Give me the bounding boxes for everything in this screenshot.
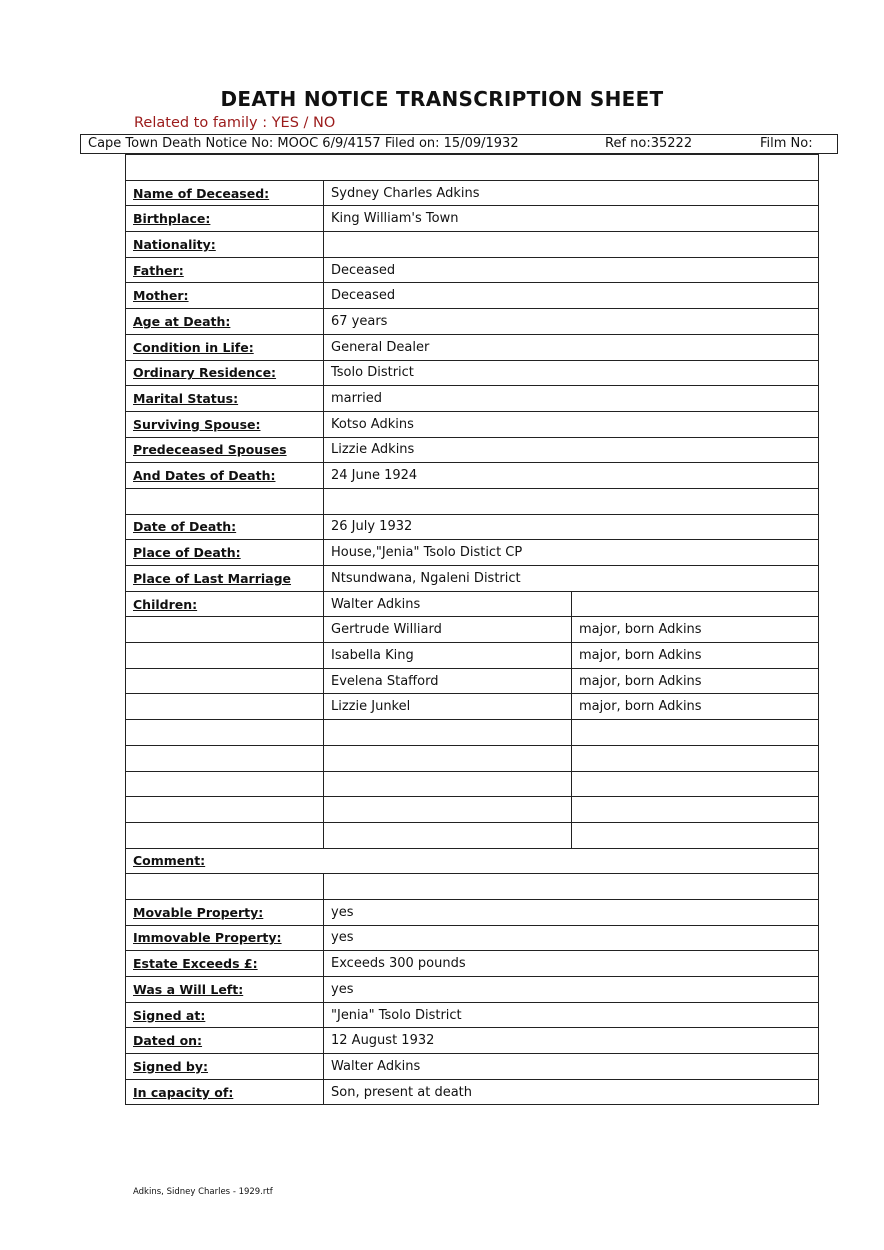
table-row xyxy=(126,951,819,977)
table-row xyxy=(126,463,819,489)
table-row xyxy=(126,488,819,514)
field-label: Surviving Spouse: xyxy=(126,411,324,437)
table-row xyxy=(126,925,819,951)
field-label: Condition in Life: xyxy=(126,334,324,360)
field-label: Predeceased Spouses xyxy=(126,437,324,463)
estate-value: Exceeds 300 pounds xyxy=(324,951,819,977)
table-row xyxy=(126,334,819,360)
table-row xyxy=(126,386,819,412)
will-value: yes xyxy=(324,977,819,1003)
child-note: major, born Adkins xyxy=(572,668,819,694)
place-of-marriage-value: Ntsundwana, Ngaleni District xyxy=(324,566,819,592)
predeceased-value: Lizzie Adkins xyxy=(324,437,819,463)
table-row xyxy=(126,899,819,925)
field-label: Movable Property: xyxy=(126,899,324,925)
child-note: major, born Adkins xyxy=(572,694,819,720)
field-label: Signed by: xyxy=(126,1054,324,1080)
table-row xyxy=(126,206,819,232)
table-row xyxy=(126,566,819,592)
table-row xyxy=(126,1054,819,1080)
table-row xyxy=(126,643,819,669)
table-row xyxy=(126,720,819,746)
table-row xyxy=(126,797,819,823)
table-row xyxy=(126,822,819,848)
table-row xyxy=(126,874,819,900)
child-name: Gertrude Williard xyxy=(324,617,572,643)
child-name: Isabella King xyxy=(324,643,572,669)
table-row xyxy=(126,1079,819,1105)
place-of-death-value: House,"Jenia" Tsolo Distict CP xyxy=(324,540,819,566)
table-row xyxy=(126,1028,819,1054)
table-row xyxy=(126,1002,819,1028)
film-number: Film No: xyxy=(760,136,813,151)
ref-number: Ref no:35222 xyxy=(605,136,693,151)
table-row xyxy=(126,437,819,463)
residence-value: Tsolo District xyxy=(324,360,819,386)
capacity-value: Son, present at death xyxy=(324,1079,819,1105)
table-row xyxy=(126,848,819,874)
field-label: Name of Deceased: xyxy=(126,180,324,206)
movable-value: yes xyxy=(324,899,819,925)
field-label: Place of Last Marriage xyxy=(126,566,324,592)
table-row xyxy=(126,283,819,309)
marital-value: married xyxy=(324,386,819,412)
condition-value: General Dealer xyxy=(324,334,819,360)
signed-by-value: Walter Adkins xyxy=(324,1054,819,1080)
mother-value: Deceased xyxy=(324,283,819,309)
field-label: Immovable Property: xyxy=(126,925,324,951)
table-row xyxy=(126,360,819,386)
table-row xyxy=(126,668,819,694)
field-label: Father: xyxy=(126,257,324,283)
child-note xyxy=(572,591,819,617)
table-row xyxy=(126,771,819,797)
transcription-table xyxy=(125,154,819,1105)
birthplace-value: King William's Town xyxy=(324,206,819,232)
dated-value: 12 August 1932 xyxy=(324,1028,819,1054)
field-label: Date of Death: xyxy=(126,514,324,540)
field-label: And Dates of Death: xyxy=(126,463,324,489)
immovable-value: yes xyxy=(324,925,819,951)
field-label: Marital Status: xyxy=(126,386,324,412)
table-row xyxy=(126,180,819,206)
field-label: Estate Exceeds £: xyxy=(126,951,324,977)
table-row xyxy=(126,232,819,258)
child-name: Evelena Stafford xyxy=(324,668,572,694)
field-label: Nationality: xyxy=(126,232,324,258)
table-row xyxy=(126,694,819,720)
comment-label: Comment: xyxy=(126,848,819,874)
table-row xyxy=(126,977,819,1003)
dates-value: 24 June 1924 xyxy=(324,463,819,489)
table-row xyxy=(126,617,819,643)
notice-number: Cape Town Death Notice No: MOOC 6/9/4157 Filed on: 15/09/1932 xyxy=(88,136,519,151)
field-label: Was a Will Left: xyxy=(126,977,324,1003)
nationality-value xyxy=(324,232,819,258)
notice-header-bar xyxy=(80,134,838,154)
father-value: Deceased xyxy=(324,257,819,283)
field-label: Children: xyxy=(126,591,324,617)
child-name: Lizzie Junkel xyxy=(324,694,572,720)
table-row xyxy=(126,309,819,335)
child-name: Walter Adkins xyxy=(324,591,572,617)
file-name-footer: Adkins, Sidney Charles - 1929.rtf xyxy=(133,1187,273,1197)
field-label: Mother: xyxy=(126,283,324,309)
field-label: In capacity of: xyxy=(126,1079,324,1105)
field-label: Birthplace: xyxy=(126,206,324,232)
table-row xyxy=(126,745,819,771)
table-row xyxy=(126,257,819,283)
field-label: Place of Death: xyxy=(126,540,324,566)
date-of-death-value: 26 July 1932 xyxy=(324,514,819,540)
signed-at-value: "Jenia" Tsolo District xyxy=(324,1002,819,1028)
spouse-value: Kotso Adkins xyxy=(324,411,819,437)
child-note: major, born Adkins xyxy=(572,643,819,669)
field-label: Ordinary Residence: xyxy=(126,360,324,386)
table-row xyxy=(126,591,819,617)
field-label: Age at Death: xyxy=(126,309,324,335)
name-value: Sydney Charles Adkins xyxy=(324,180,819,206)
table-row xyxy=(126,514,819,540)
table-row xyxy=(126,155,819,181)
child-note: major, born Adkins xyxy=(572,617,819,643)
table-row xyxy=(126,411,819,437)
page-title: DEATH NOTICE TRANSCRIPTION SHEET xyxy=(220,87,664,111)
table-row xyxy=(126,540,819,566)
field-label: Signed at: xyxy=(126,1002,324,1028)
related-to-family: Related to family : YES / NO xyxy=(134,115,336,131)
age-value: 67 years xyxy=(324,309,819,335)
field-label: Dated on: xyxy=(126,1028,324,1054)
